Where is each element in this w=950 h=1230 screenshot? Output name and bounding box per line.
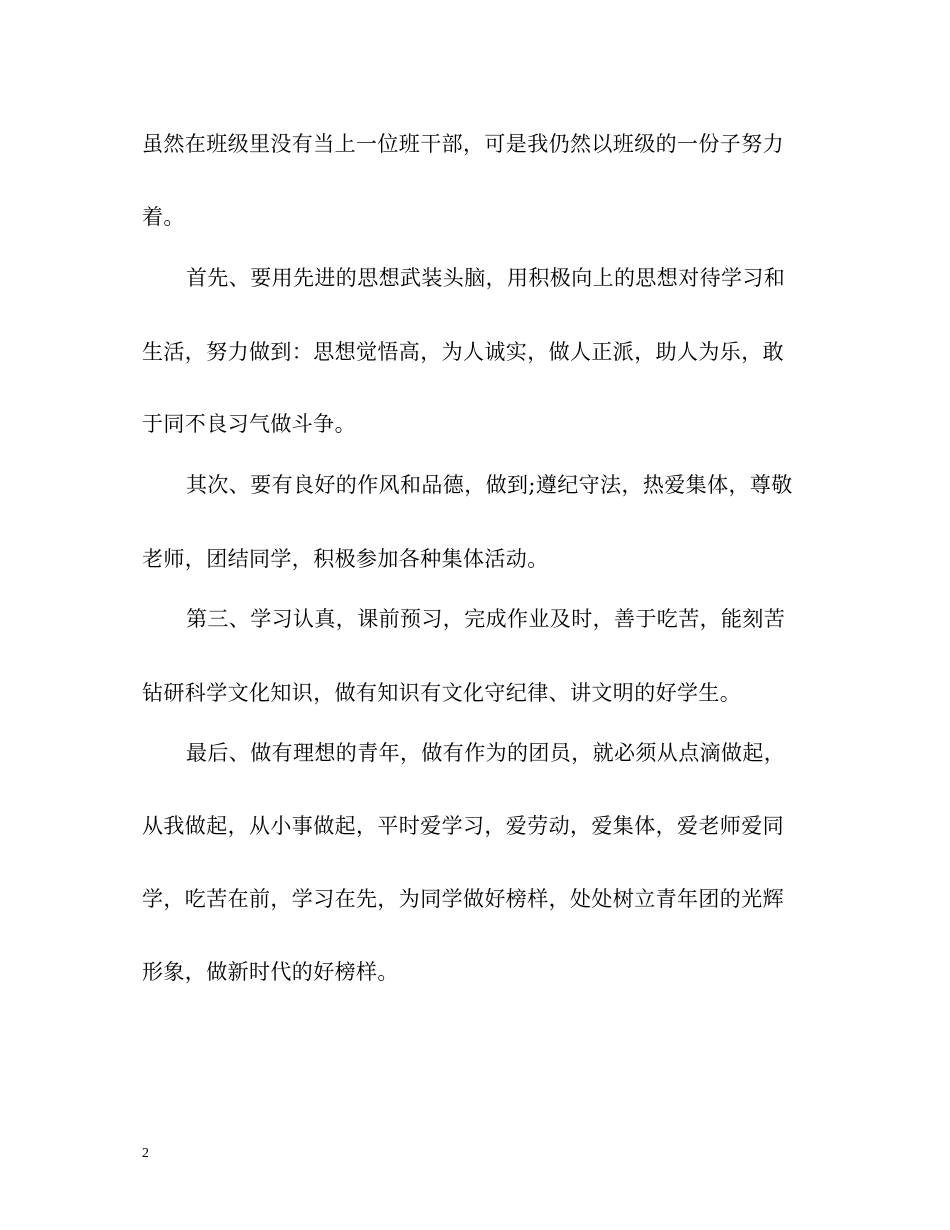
text-line: 着。 (142, 205, 185, 229)
text-line: 于同不良习气做斗争。 (142, 412, 356, 436)
text-line: 从我做起，从小事做起，平时爱学习，爱劳动，爱集体，爱老师爱同 (142, 814, 784, 838)
paragraph-first-line: 最后、做有理想的青年，做有作为的团员，就必须从点滴做起， (186, 741, 786, 765)
paragraph-first-line: 第三、学习认真，课前预习，完成作业及时，善于吃苦，能刻苦 (186, 607, 786, 631)
text-line: 钻研科学文化知识，做有知识有文化守纪律、讲文明的好学生。 (142, 681, 742, 705)
page-number: 2 (142, 1146, 149, 1161)
text-line: 虽然在班级里没有当上一位班干部，可是我仍然以班级的一份子努力 (142, 132, 784, 156)
text-line: 老师，团结同学，积极参加各种集体活动。 (142, 547, 549, 571)
text-line: 学，吃苦在前，学习在先，为同学做好榜样，处处树立青年团的光辉 (142, 887, 784, 911)
text-line: 生活，努力做到：思想觉悟高，为人诚实，做人正派，助人为乐，敢 (142, 340, 784, 364)
paragraph-first-line: 首先、要用先进的思想武装头脑，用积极向上的思想对待学习和 (186, 266, 786, 290)
text-line: 形象，做新时代的好榜样。 (142, 960, 399, 984)
paragraph-first-line: 其次、要有良好的作风和品德，做到;遵纪守法，热爱集体，尊敬 (186, 473, 793, 497)
